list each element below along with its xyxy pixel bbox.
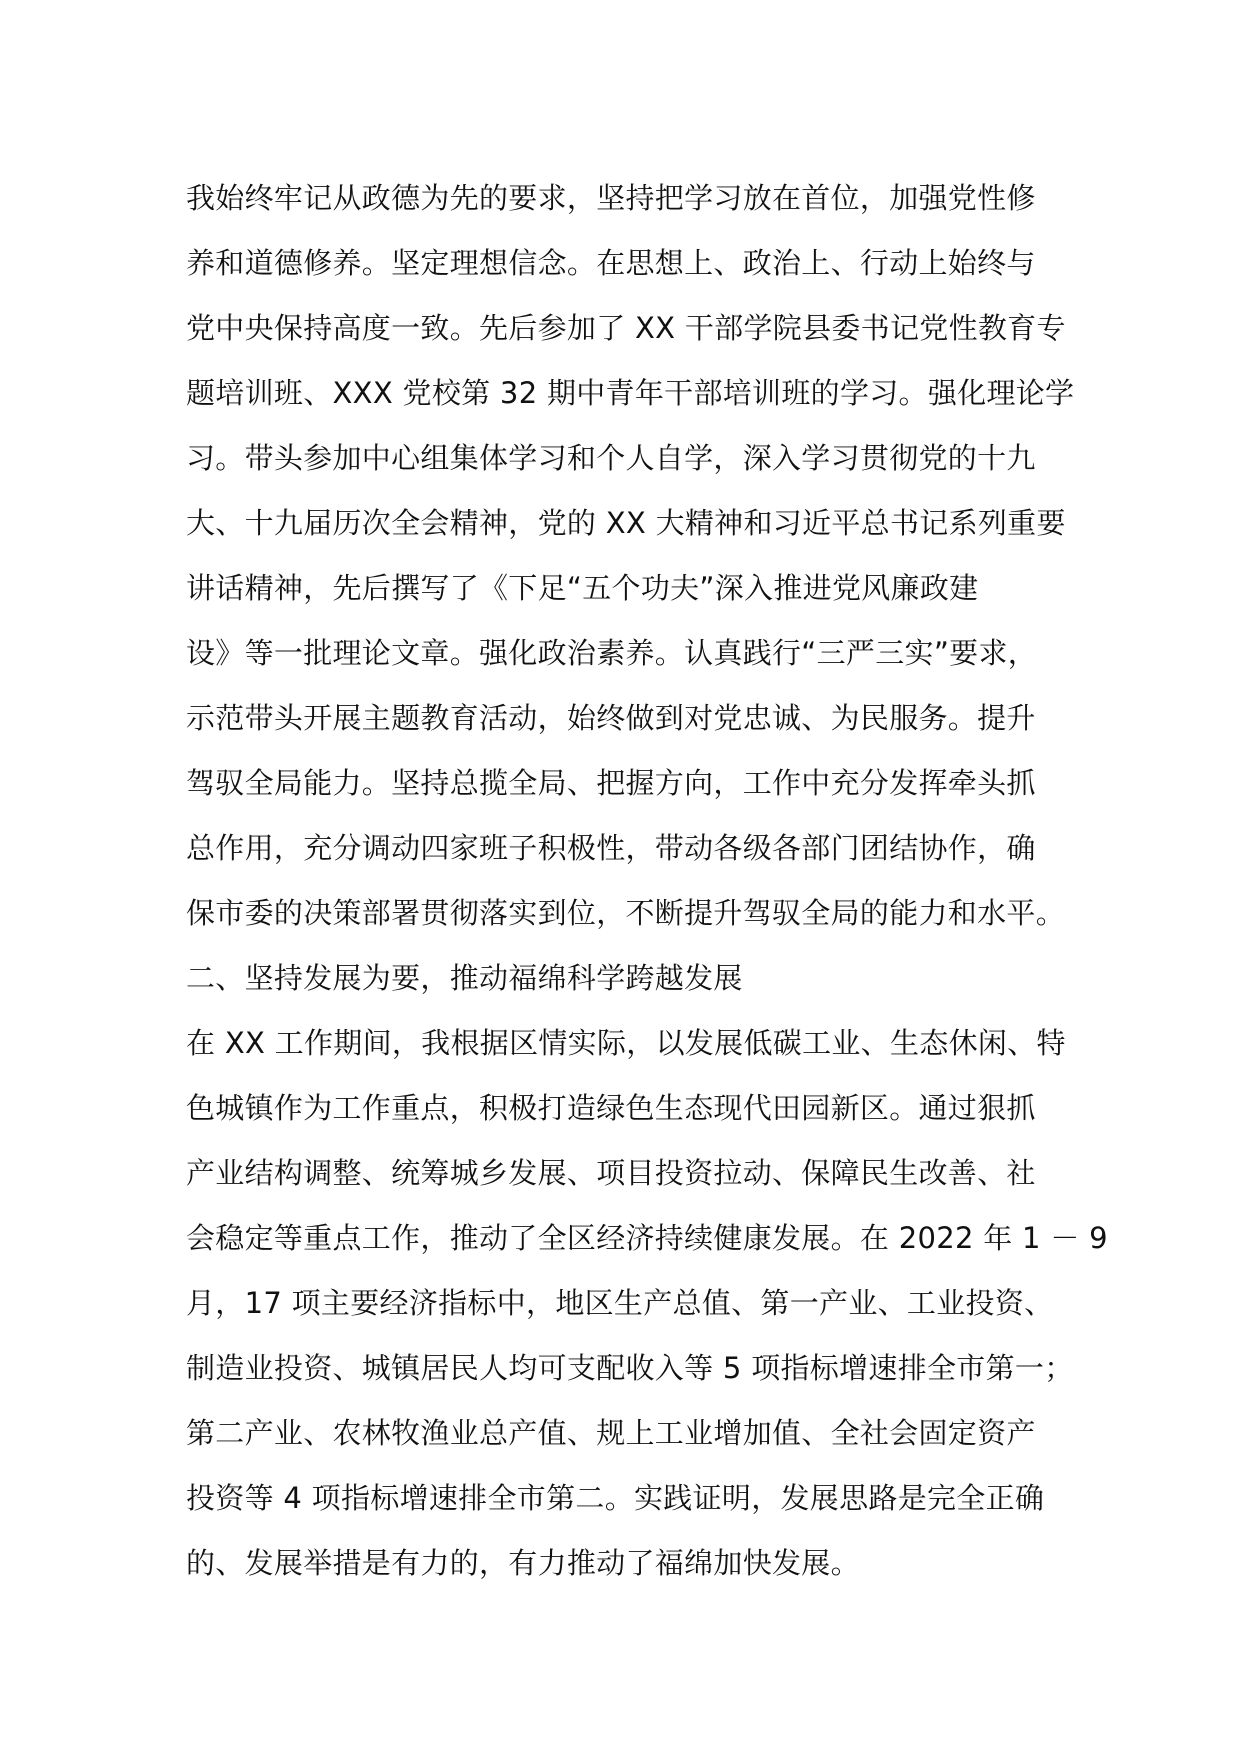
text-line: 习。带头参加中心组集体学习和个人自学，深入学习贯彻党的十九 [186, 441, 1036, 475]
text-line: 制造业投资、城镇居民人均可支配收入等 5 项指标增速排全市第一； [186, 1351, 1074, 1385]
text-line: 在 XX 工作期间，我根据区情实际，以发展低碳工业、生态休闲、特 [186, 1026, 1066, 1060]
text-line: 保市委的决策部署贯彻落实到位，不断提升驾驭全局的能力和水平。 [186, 896, 1066, 930]
text-line: 示范带头开展主题教育活动，始终做到对党忠诚、为民服务。提升 [186, 701, 1036, 735]
text-line: 投资等 4 项指标增速排全市第二。实践证明，发展思路是完全正确 [186, 1481, 1045, 1515]
text-line: 的、发展举措是有力的，有力推动了福绵加快发展。 [186, 1546, 860, 1580]
text-line: 产业结构调整、统筹城乡发展、项目投资拉动、保障民生改善、社 [186, 1156, 1036, 1190]
text-line: 我始终牢记从政德为先的要求，坚持把学习放在首位，加强党性修 [186, 181, 1036, 215]
text-line: 第二产业、农林牧渔业总产值、规上工业增加值、全社会固定资产 [186, 1416, 1036, 1450]
document-body [186, 166, 1108, 1596]
text-line: 总作用，充分调动四家班子积极性，带动各级各部门团结协作，确 [186, 831, 1036, 865]
text-line: 驾驭全局能力。坚持总揽全局、把握方向，工作中充分发挥牵头抓 [186, 766, 1036, 800]
text-line: 会稳定等重点工作，推动了全区经济持续健康发展。在 2022 年 1 － 9 [186, 1221, 1108, 1255]
text-line: 题培训班、XXX 党校第 32 期中青年干部培训班的学习。强化理论学 [186, 376, 1075, 410]
text-line: 色城镇作为工作重点，积极打造绿色生态现代田园新区。通过狠抓 [186, 1091, 1036, 1125]
text-line: 养和道德修养。坚定理想信念。在思想上、政治上、行动上始终与 [186, 246, 1036, 280]
text-line: 大、十九届历次全会精神，党的 XX 大精神和习近平总书记系列重要 [186, 506, 1066, 540]
text-line: 讲话精神，先后撰写了《下足“五个功夫”深入推进党风廉政建 [186, 571, 979, 605]
text-line: 设》等一批理论文章。强化政治素养。认真践行“三严三实”要求， [186, 636, 1038, 670]
text-line: 月，17 项主要经济指标中，地区生产总值、第一产业、工业投资、 [186, 1286, 1054, 1320]
section-heading: 二、坚持发展为要，推动福绵科学跨越发展 [186, 961, 743, 995]
text-line: 党中央保持高度一致。先后参加了 XX 干部学院县委书记党性教育专 [186, 311, 1066, 345]
